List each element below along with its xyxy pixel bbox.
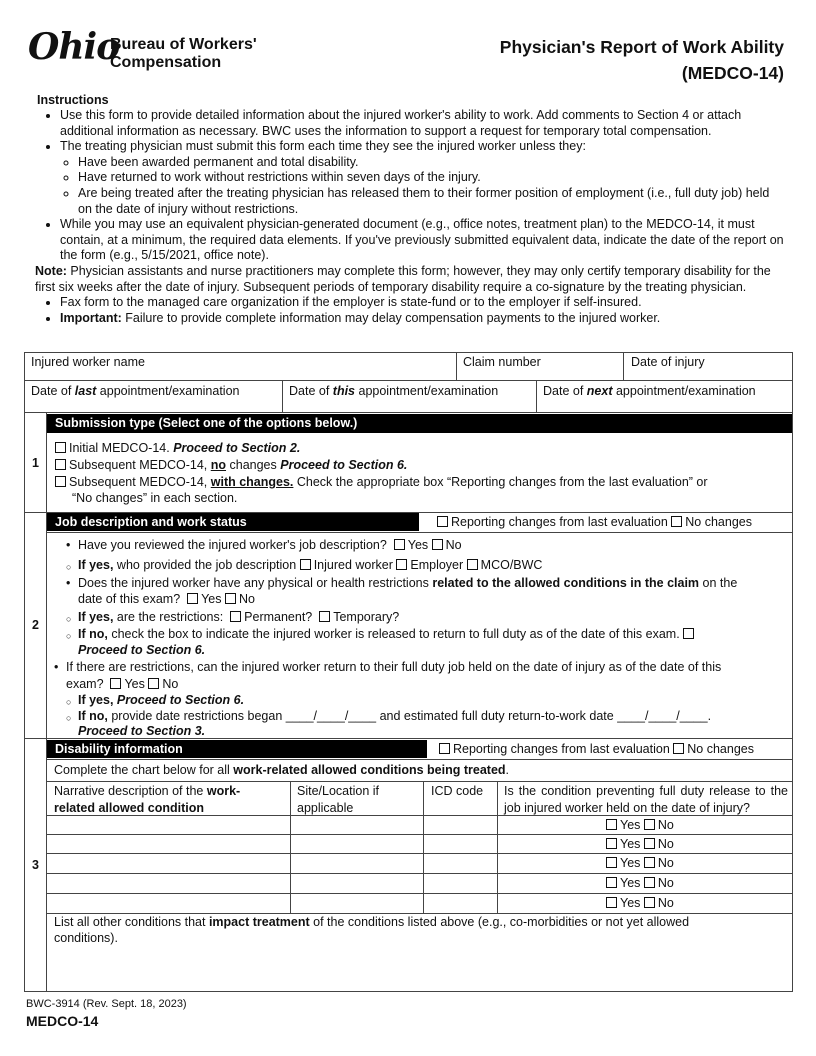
proceed-text: Proceed to Section 6. [116,693,245,707]
this-appointment-field[interactable] [289,384,498,398]
form-title-line-1: Physician's Report of Work Ability [499,37,784,57]
yes-label: Yes [620,896,641,910]
option-emphasis: Proceed to Section 6. [280,458,408,472]
label-emphasis: this [332,384,356,398]
label-emphasis: last [74,384,97,398]
instruction-bullet [60,311,786,327]
checkbox[interactable] [55,459,66,470]
divider [46,532,793,533]
no-checkbox[interactable] [225,593,236,604]
intro-bold: work-related allowed conditions being treated [233,763,506,777]
label-text: appointment/examination [355,384,499,398]
option-subsequent-no-changes[interactable] [55,457,407,474]
condition-label: If no, [78,627,108,641]
temporary-checkbox[interactable] [319,611,330,622]
date-of-injury-field[interactable]: Date of injury [631,355,705,369]
label-text: Date of [543,384,587,398]
question-text: check the box to indicate the injured worker is released to return to full duty as of the date of this exam. [107,627,680,641]
yes-label: Yes [620,818,641,832]
question-text: If there are restrictions, can the injured worker return to their full duty job held on the date of injury as of the date of this [66,660,722,674]
form-name: MEDCO-14 [26,1013,99,1029]
other-conditions-prompt[interactable] [54,914,689,931]
mco-bwc-checkbox[interactable] [467,559,478,570]
question-text: exam? [66,677,104,691]
divider [536,380,537,412]
condition-row-1-answer [606,818,674,832]
prompt-bold: impact treatment [208,915,310,929]
section-3-change-status [439,741,754,758]
instructions-heading: Instructions [37,93,109,107]
no-label: No [657,876,674,890]
option-underline: with changes. [210,475,294,489]
instruction-bullet [60,139,786,217]
return-if-yes [78,692,244,709]
option-text: Subsequent MEDCO-14, [69,458,211,472]
instructions [36,108,786,326]
no-label: No [657,856,674,870]
other-conditions-prompt-line2: conditions). [54,931,118,945]
employer-checkbox[interactable] [396,559,407,570]
last-appointment-field[interactable] [31,384,239,398]
instruction-sub-bullet: ◦ Have returned to work without restrictions within seven days of the injury. [78,170,786,186]
no-label: No [657,818,674,832]
yes-label: Yes [124,677,145,691]
option-underline: no [210,458,227,472]
agency-line-2: Compensation [110,54,222,71]
question-restriction-type [78,609,399,626]
question-return-full-duty-line2 [66,676,178,693]
table-row-line [46,893,793,894]
table-row-line [46,834,793,835]
option-subsequent-with-changes[interactable] [55,474,708,491]
table-top [46,781,793,782]
header-bold: related allowed condition [54,800,205,815]
intro-text: Complete the chart below for all [54,763,234,777]
yes-label: Yes [620,876,641,890]
divider [623,352,624,380]
divider [46,759,793,760]
no-changes-checkbox[interactable] [673,743,684,754]
full-duty-checkbox[interactable] [683,628,694,639]
no-changes-label: No changes [685,515,752,529]
question-restrictions [78,575,737,592]
table-col-line [290,781,291,913]
instruction-sub-bullet: ◦ Have been awarded permanent and total disability. [78,155,786,171]
prompt-text: of the conditions listed above (e.g., co-morbidities or not yet allowed [309,915,690,929]
section-number-column [46,412,47,992]
ohio-logo-text: Ohio [28,26,120,68]
form-id: BWC-3914 (Rev. Sept. 18, 2023) [26,998,187,1010]
condition-row-4-answer [606,876,674,890]
reporting-changes-label: Reporting changes from last evaluation [451,515,668,529]
injured-worker-name-field[interactable]: Injured worker name [31,355,145,369]
proceed-instruction [78,642,205,659]
yes-checkbox[interactable] [606,857,617,868]
header-text: Narrative description of the [54,784,207,798]
no-checkbox[interactable] [432,539,443,550]
col-preventing-header: Is the condition preventing full duty release to the job injured worker held on the date of injury? [504,784,788,815]
important-text: Failure to provide complete information may delay compensation payments to the injured worker. [121,310,661,325]
no-checkbox[interactable] [644,819,655,830]
yes-checkbox[interactable] [606,838,617,849]
yes-checkbox[interactable] [606,819,617,830]
yes-checkbox[interactable] [110,678,121,689]
option-initial[interactable] [55,440,300,457]
no-checkbox[interactable] [644,897,655,908]
no-label: No [657,896,674,910]
no-changes-checkbox[interactable] [671,516,682,527]
claim-number-field[interactable]: Claim number [463,355,541,369]
injured-worker-checkbox[interactable] [300,559,311,570]
col-site-header: Site/Location if applicable [297,784,379,815]
question-job-description [78,537,462,554]
col-icd-header: ICD code [431,784,484,798]
question-text: are the restrictions: [113,610,224,624]
intro-text: . [505,763,510,777]
divider [282,380,283,412]
yes-label: Yes [407,538,429,552]
question-text: who provided the job description [113,558,297,572]
note [35,264,786,295]
permanent-checkbox[interactable] [230,611,241,622]
question-restrictions-line2 [78,591,255,608]
agency-line-1: Bureau of Workers' [110,36,257,53]
reporting-changes-checkbox[interactable] [439,743,450,754]
no-changes-label: No changes [687,742,754,756]
table-col-line [497,781,498,913]
proceed-text: Proceed to Section 3. [78,724,206,738]
reporting-changes-label: Reporting changes from last evaluation [453,742,670,756]
question-who-provided [78,557,542,574]
condition-label: If yes, [78,610,114,624]
permanent-label: Permanent? [244,610,313,624]
label-emphasis: next [586,384,613,398]
option-text: changes [226,458,281,472]
no-label: No [657,837,674,851]
no-label: No [162,677,179,691]
label-text: Date of [31,384,75,398]
condition-row-5-answer [606,896,674,910]
question-bold: related to the allowed conditions in the claim [432,576,700,590]
label-text: appointment/examination [612,384,756,398]
form-title [500,34,784,86]
instruction-bullet: • While you may use an equivalent physician-generated document (e.g., office notes, treatment plan) to the MEDCO-14, it must contain, at a minimum, the required data elements. If you've previously submitted equivalent data, indicate the date of the report on the form (e.g., 5/15/2021, office note). [60,217,786,264]
no-checkbox[interactable] [644,838,655,849]
label-text: Date of [289,384,333,398]
yes-checkbox[interactable] [606,897,617,908]
prompt-text: List all other conditions that [54,915,209,929]
proceed-instruction [78,723,205,740]
question-text: Have you reviewed the injured worker's job description? [78,538,387,552]
section-1-number: 1 [32,456,39,470]
no-label: No [445,538,462,552]
condition-label: If no, [78,709,108,723]
ohio-logo [28,26,119,68]
checkbox[interactable] [55,442,66,453]
section-2-change-status [437,514,752,531]
condition-label: If yes, [78,558,114,572]
yes-checkbox[interactable] [606,877,617,888]
section-1-header: Submission type (Select one of the options below.) [47,414,792,433]
reporting-changes-checkbox[interactable] [437,516,448,527]
label-text: appointment/examination [96,384,240,398]
no-checkbox[interactable] [644,877,655,888]
instruction-text: The treating physician must submit this form each time they see the injured worker unless they: [60,139,586,154]
question-return-full-duty [66,659,721,676]
important-label: Important: [60,310,122,325]
yes-checkbox[interactable] [187,593,198,604]
note-text: Physician assistants and nurse practitioners may complete this form; however, they may only certify temporary disability for the first six weeks after the date of injury. Subsequent periods of temporary disability require a co-signature by the treating physician. [35,263,771,294]
checkbox[interactable] [55,476,66,487]
mco-bwc-label: MCO/BWC [480,558,543,572]
table-row-line [46,853,793,854]
yes-label: Yes [620,837,641,851]
form-title-line-2: (MEDCO-14) [681,63,784,83]
question-text: on the [699,576,738,590]
no-label: No [239,592,255,606]
section-3-number: 3 [32,858,39,872]
divider [24,380,793,381]
table-col-line [423,781,424,913]
question-text: Does the injured worker have any physical or health restrictions [78,576,433,590]
next-appointment-field[interactable] [543,384,756,398]
question-full-duty-release [78,626,697,643]
yes-label: Yes [620,856,641,870]
divider [24,412,793,413]
instruction-sub-bullet: ◦ Are being treated after the treating physician has released them to their former position of employment (i.e., full duty job) held on the date of injury without restrictions. [78,186,786,217]
proceed-text: Proceed to Section 6. [78,643,206,657]
col-narrative-header [54,783,286,816]
question-text: date of this exam? [78,592,181,606]
option-continuation: “No changes” in each section. [72,491,238,505]
condition-label: If yes, [78,693,117,707]
option-emphasis: Proceed to Section 2. [173,441,301,455]
no-checkbox[interactable] [644,857,655,868]
section-2-header: Job description and work status [47,513,419,531]
chart-intro [54,762,509,779]
instruction-bullet: • Use this form to provide detailed information about the injured worker's ability to work. Add comments to Section 4 or attach additional information as necessary. BWC uses the information to support a request for temporary total compensation. [60,108,786,139]
no-checkbox[interactable] [148,678,159,689]
question-text: provide date restrictions began ____/____/____ and estimated full duty return-to-work date ____/____/____. [107,709,712,723]
note-label: Note: [35,263,67,278]
employer-label: Employer [410,558,464,572]
instruction-bullet: • Fax form to the managed care organization if the employer is state-fund or to the employer if self-insured. [60,295,786,311]
agency-name [110,36,257,72]
condition-row-3-answer [606,856,674,870]
option-text: Initial MEDCO-14. [69,441,174,455]
yes-label: Yes [201,592,222,606]
option-text: Check the appropriate box “Reporting changes from the last evaluation” or [293,475,708,489]
option-text: Subsequent MEDCO-14, [69,475,211,489]
condition-row-2-answer [606,837,674,851]
section-3-header: Disability information [47,740,427,758]
temporary-label: Temporary? [333,610,400,624]
yes-checkbox[interactable] [394,539,405,550]
divider [456,352,457,380]
injured-worker-label: Injured worker [313,558,393,572]
table-row-line [46,873,793,874]
section-2-number: 2 [32,618,39,632]
header-bold: work- [206,784,241,798]
